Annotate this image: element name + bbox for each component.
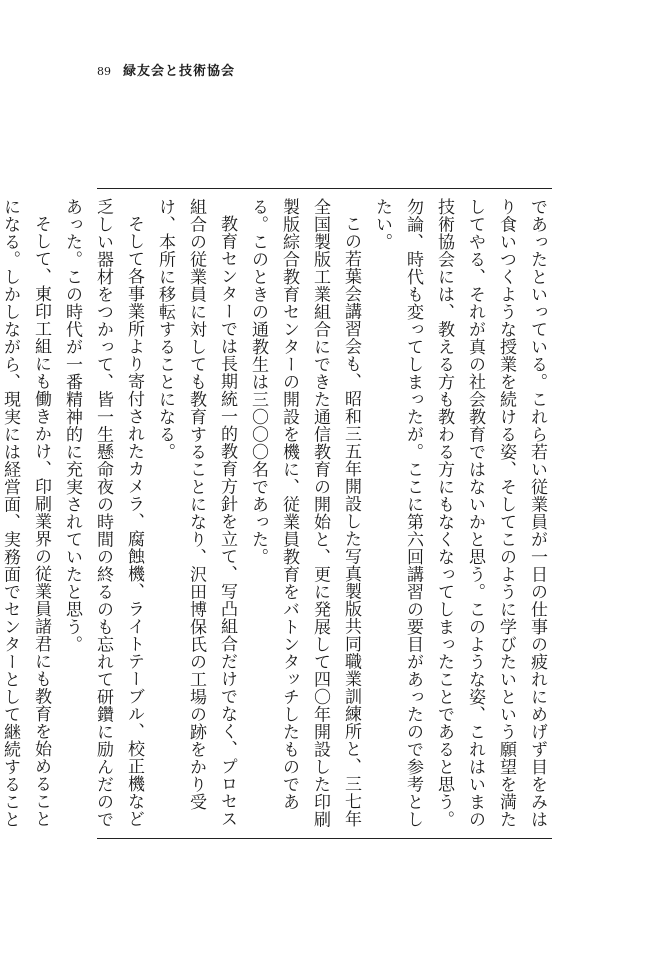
running-title: 緑友会と技術協会 <box>123 64 236 79</box>
top-rule <box>97 188 552 189</box>
page-number: 89 <box>97 65 111 78</box>
body-text <box>0 198 552 830</box>
paragraph: であったといっている。これら若い従業員が一日の仕事の疲れにめげず目をみはり食いつくような授業を続ける姿、そしてこのように学びたいという願望を満たしてやる、それが真の社会教育ではないかと思う。このような姿、これはいまの技術協会には、教える方も教わる方にもなくなってしまったことであると思う。勿論、時代も変ってしまったが。ここに第六回講習の要目があったので参考としたい。 <box>372 198 547 828</box>
paragraph: そして、東印工組にも働きかけ、印刷業界の従業員諸君にも教育を始めることになる。しかしながら、現実には経営面、実務面でセンターとして継続すること <box>0 198 51 828</box>
paragraph: この若葉会講習会も、昭和三五年開設した写真製版共同職業訓練所と、三七年全国製版工業組合にできた通信教育の開始と、更に発展して四〇年開設した印刷製版綜合教育センターの開設を機に、従業員教育をバトンタッチしたものである。このときの通教生は三〇〇〇名であった。 <box>248 198 361 828</box>
paragraph: そして各事業所より寄付されたカメラ、腐蝕機、ライトテーブル、校正機など乏しい器材をつかって、皆一生懸命夜の時間の終るのも忘れて研鑽に励んだのであった。この時代が一番精神的に充実されていたと思う。 <box>62 198 144 828</box>
bottom-rule <box>97 838 552 839</box>
paragraph: 教育センターでは長期統一的教育方針を立て、写凸組合だけでなく、プロセス組合の従業員に対しても教育することになり、沢田博保氏の工場の跡をかり受け、本所に移転することになる。 <box>155 198 237 828</box>
page-header <box>97 60 235 79</box>
